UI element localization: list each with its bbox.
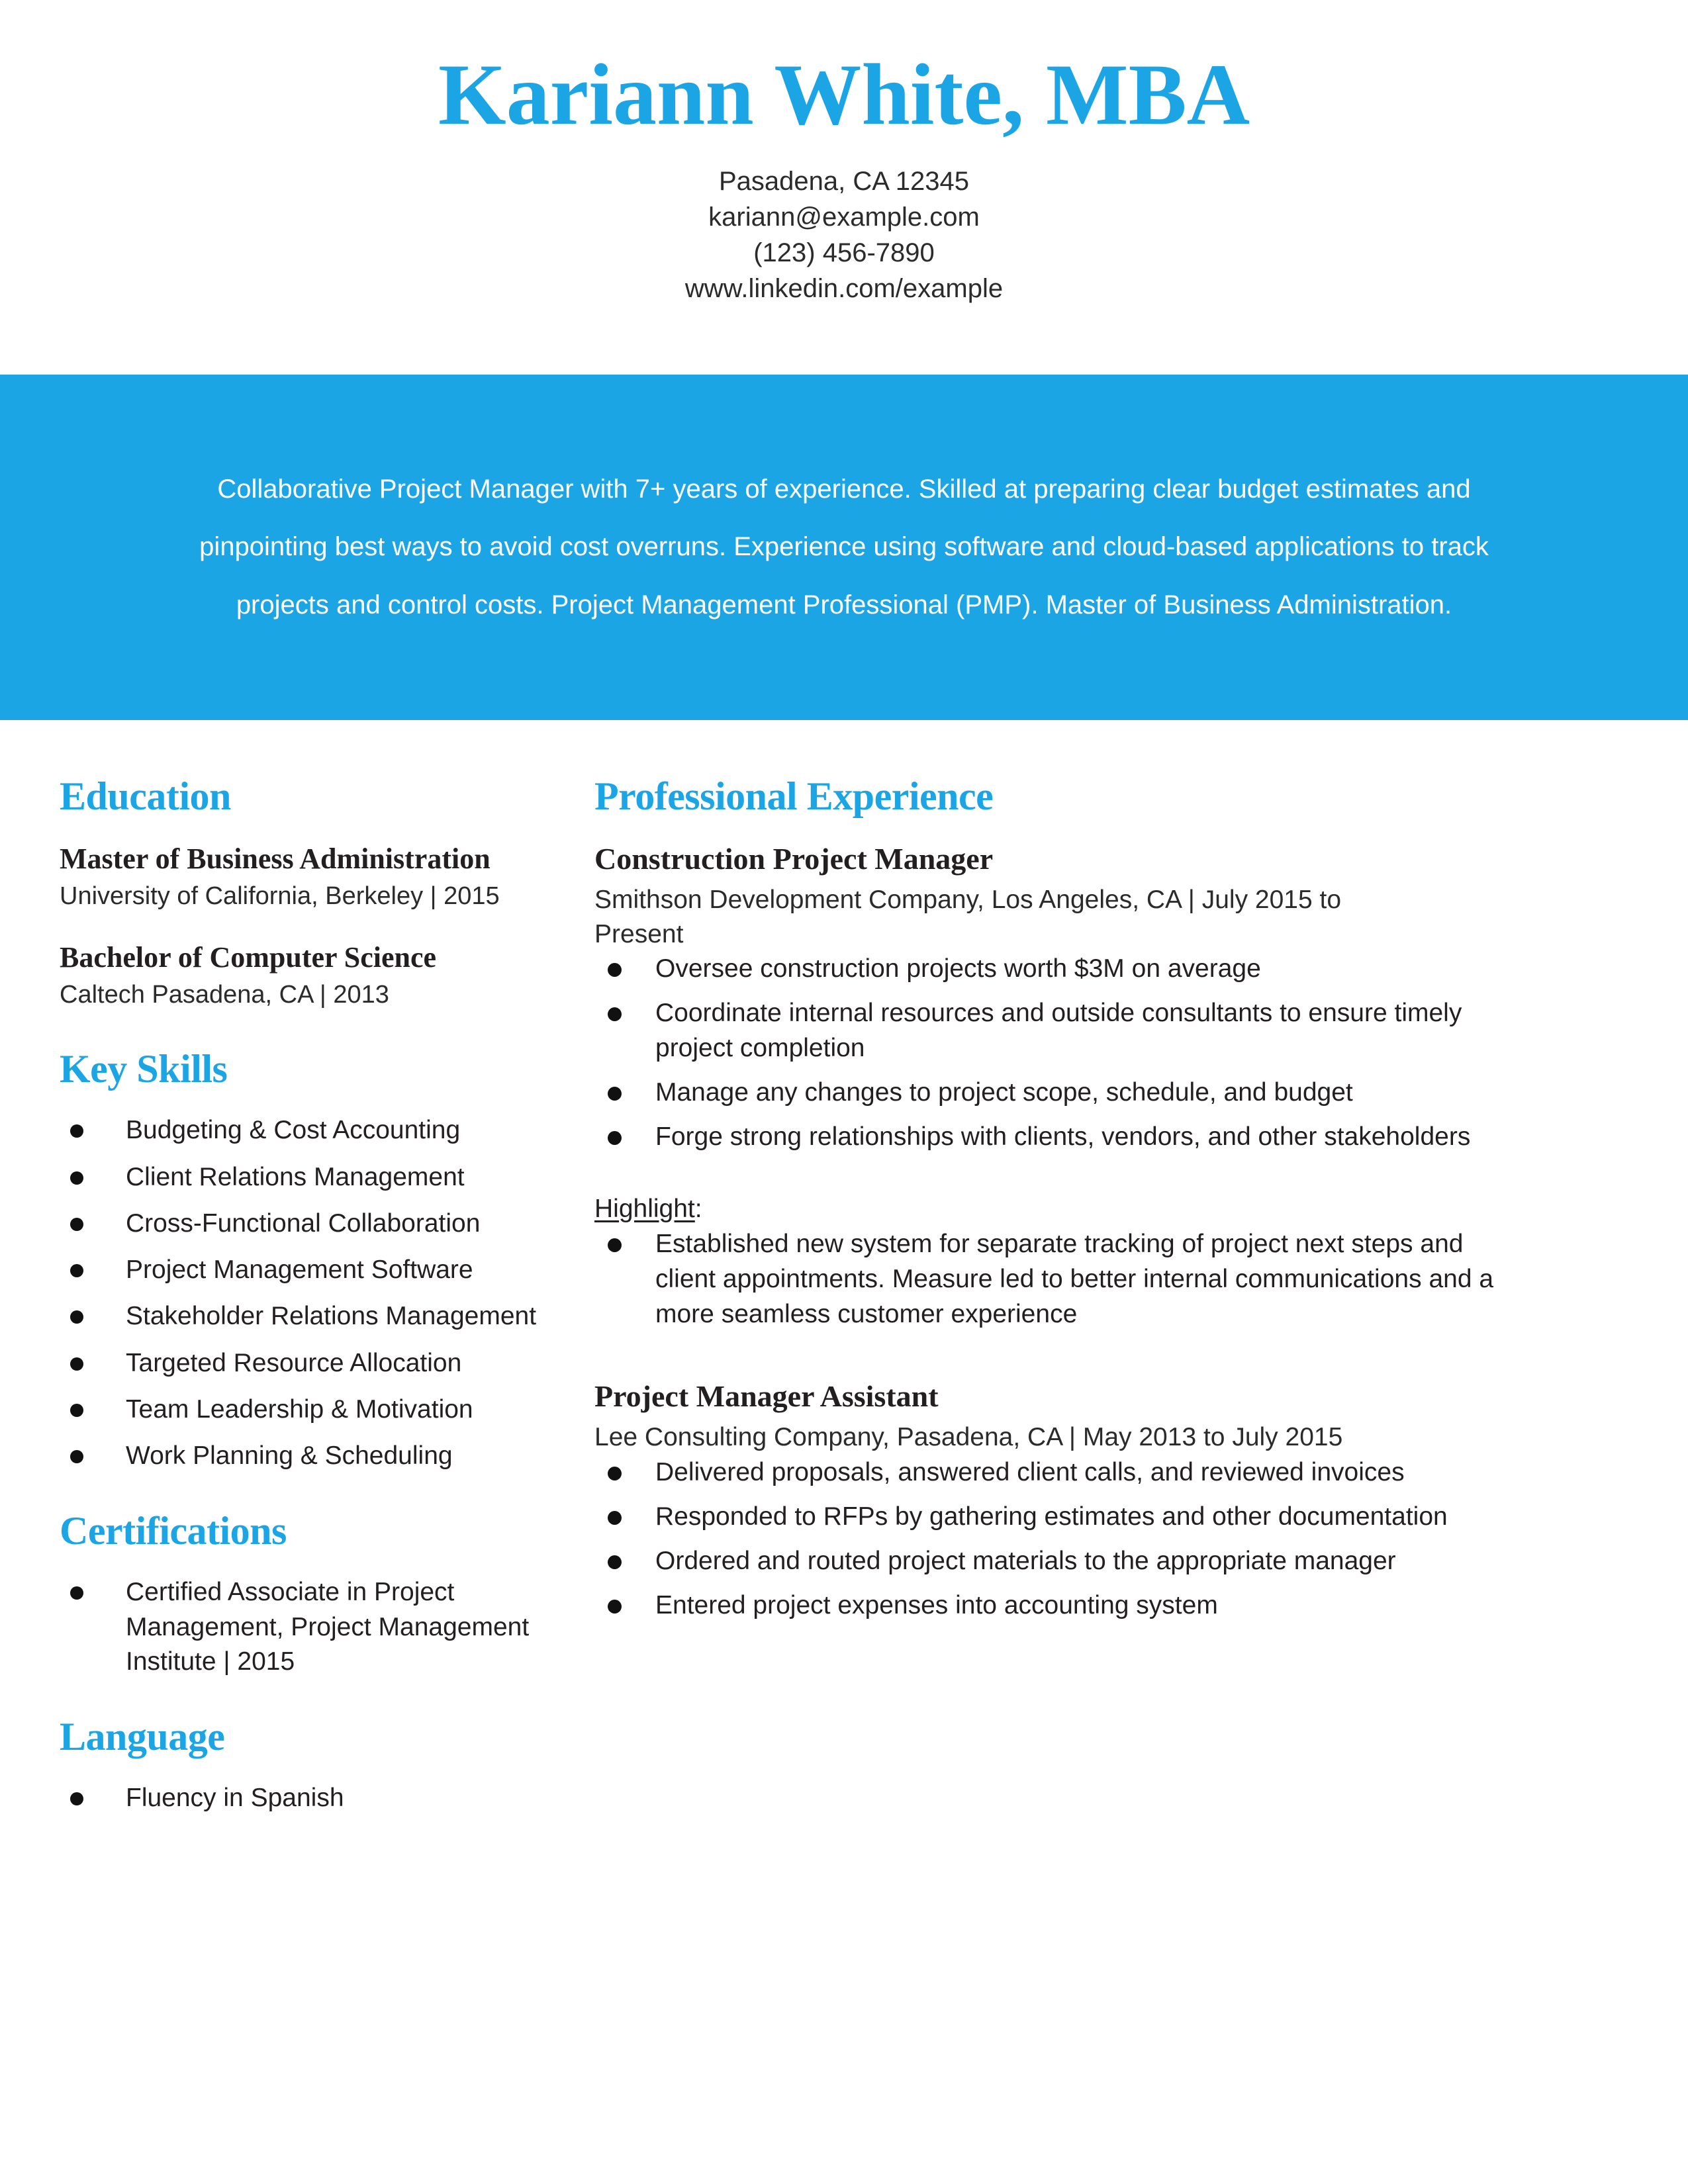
left-column xyxy=(0,774,549,1851)
list-item: Project Management Software xyxy=(60,1253,549,1287)
section-heading-certifications: Certifications xyxy=(60,1509,287,1553)
list-item: Delivered proposals, answered client calls, and reviewed invoices xyxy=(594,1455,1503,1490)
section-key-skills xyxy=(60,1047,549,1473)
contact-email[interactable]: kariann@example.com xyxy=(708,202,980,232)
list-item: Ordered and routed project materials to the appropriate manager xyxy=(594,1543,1503,1578)
section-education xyxy=(60,774,549,1011)
list-item: Budgeting & Cost Accounting xyxy=(60,1113,549,1148)
list-item: Work Planning & Scheduling xyxy=(60,1439,549,1473)
job-responsibilities-list xyxy=(594,951,1503,1154)
language-list xyxy=(60,1781,549,1815)
highlight-label-colon: : xyxy=(694,1195,702,1224)
education-school: Caltech Pasadena, CA | 2013 xyxy=(60,981,389,1009)
contact-address: Pasadena, CA 12345 xyxy=(718,166,970,196)
job-company-dates: Lee Consulting Company, Pasadena, CA | May 2013 to July 2015 xyxy=(594,1423,1343,1452)
education-degree: Bachelor of Computer Science xyxy=(60,941,437,974)
section-language xyxy=(60,1715,549,1815)
section-heading-language: Language xyxy=(60,1715,225,1759)
experience-entry xyxy=(594,1378,1503,1623)
highlight-label-text: Highlight xyxy=(594,1195,695,1224)
candidate-name: Kariann White, MBA xyxy=(438,46,1250,143)
highlight-label xyxy=(594,1193,1503,1226)
resume-body xyxy=(0,774,1688,1851)
education-entry xyxy=(60,841,549,913)
section-heading-education: Education xyxy=(60,774,231,818)
job-title: Construction Project Manager xyxy=(594,842,994,876)
section-heading-professional-experience: Professional Experience xyxy=(594,774,994,818)
education-school: University of California, Berkeley | 2015 xyxy=(60,882,500,910)
job-company-dates: Smithson Development Company, Los Angeles, CA | July 2015 to Present xyxy=(594,886,1342,948)
list-item: Cross-Functional Collaboration xyxy=(60,1206,549,1241)
right-column xyxy=(549,774,1688,1659)
experience-entry xyxy=(594,841,1503,1332)
list-item: Entered project expenses into accounting system xyxy=(594,1588,1503,1623)
resume-header xyxy=(0,0,1688,306)
list-item: Certified Associate in Project Management, Project Management Institute | 2015 xyxy=(60,1575,549,1679)
list-item: Team Leadership & Motivation xyxy=(60,1392,549,1427)
list-item: Coordinate internal resources and outside consultants to ensure timely project completion xyxy=(594,995,1503,1066)
list-item: Manage any changes to project scope, schedule, and budget xyxy=(594,1075,1503,1110)
section-certifications xyxy=(60,1509,549,1679)
education-degree: Master of Business Administration xyxy=(60,842,491,875)
list-item: Client Relations Management xyxy=(60,1160,549,1195)
job-highlight-list xyxy=(594,1226,1503,1332)
list-item: Targeted Resource Allocation xyxy=(60,1346,549,1381)
summary-banner xyxy=(0,375,1688,720)
list-item: Established new system for separate tracking of project next steps and client appointments. Measure led to better internal communications and a more seamless customer experience xyxy=(594,1226,1503,1332)
list-item: Stakeholder Relations Management xyxy=(60,1299,549,1334)
summary-text: Collaborative Project Manager with 7+ years of experience. Skilled at preparing clear budget estimates and pinpointing best ways to avoid cost overruns. Experience using software and cloud-based applications to track projects and control costs. Project Management Professional (PMP). Master of Business Administration. xyxy=(199,475,1489,619)
key-skills-list xyxy=(60,1113,549,1473)
contact-block xyxy=(0,163,1688,306)
education-entry xyxy=(60,939,549,1011)
section-divider-spacer xyxy=(594,1341,1503,1378)
list-item: Forge strong relationships with clients, vendors, and other stakeholders xyxy=(594,1119,1503,1154)
list-item: Responded to RFPs by gathering estimates and other documentation xyxy=(594,1499,1503,1534)
section-heading-key-skills: Key Skills xyxy=(60,1047,228,1091)
certifications-list xyxy=(60,1575,549,1679)
job-title: Project Manager Assistant xyxy=(594,1379,939,1413)
list-item: Oversee construction projects worth $3M on average xyxy=(594,951,1503,986)
contact-phone[interactable]: (123) 456-7890 xyxy=(753,238,935,267)
contact-linkedin[interactable]: www.linkedin.com/example xyxy=(684,273,1004,303)
section-professional-experience xyxy=(594,774,1503,1623)
job-responsibilities-list xyxy=(594,1455,1503,1623)
list-item: Fluency in Spanish xyxy=(60,1781,549,1815)
